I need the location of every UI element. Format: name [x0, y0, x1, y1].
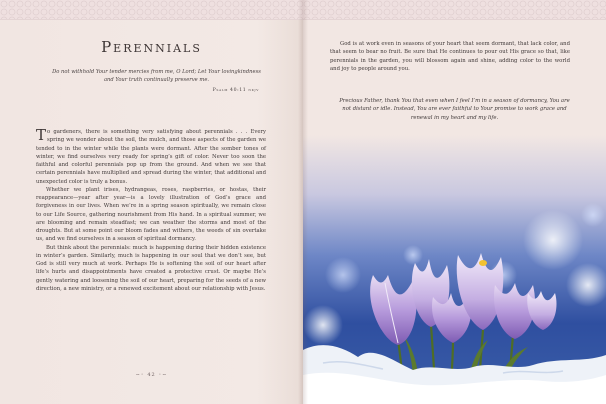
devotional-body — [36, 128, 266, 293]
closing-paragraph-text: God is at work even in seasons of your heart that seem dormant, that lack color, and that seem to bear no fruit. Be sure that He continues to pour out His grace so that, like perennials in the garden, you will blossom again and shine, adding color to the world and joy to people around you. — [330, 41, 570, 72]
decorative-border — [303, 0, 606, 20]
folio-ornament-left-icon: ∽◦ — [135, 372, 148, 378]
page-number — [0, 372, 303, 378]
decorative-border — [0, 0, 303, 20]
paragraph-1 — [36, 128, 266, 186]
paragraph-3: But think about the perennials: much is happening during their hidden existence in winter’s garden. Similarly, much is happening in our soul that we don’t see, but God is still very much at work. Perhaps He is softening the soil of our heart after life’s hurts and disappointments have created a protective crust. Or maybe He’s gently watering and loosening the soil of our heart, preparing for the seeds of a new direction, a new ministry, or a renewed excitement about our relationship with Jesus. — [36, 244, 266, 292]
epigraph-verse: Do not withhold Your tender mercies from me, O Lord; Let Your lovingkindness and Your truth continually preserve me. — [52, 69, 261, 84]
prayer-text: Precious Father, thank You that even when I feel I’m in a season of dormancy, You are not distant or idle. Instead, You are ever faithful to Your promise to work grace and renewal in my heart and my life. — [339, 98, 570, 121]
page-title: Perennials — [101, 38, 202, 56]
crocus-photo — [303, 135, 606, 404]
page-number-value: 42 — [147, 372, 156, 378]
paragraph-1-text: o gardeners, there is something very satisfying about perennials . . . Every spring we wonder about the soil, the mulch, and those aspects of the garden we tended to in the winter while the plants were dormant. After the somber tones of winter, we find ourselves very ready for spring’s gift of color. Never too soon the faithful and colorful perennials pop up from the ground. And when we see that certain perennials have multiplied and spread during the winter, that additional and unexpected color is truly a bonus. — [36, 129, 266, 185]
closing-paragraph — [330, 40, 570, 73]
book-gutter — [298, 0, 308, 404]
folio-ornament-right-icon: ◦∼ — [155, 372, 168, 378]
paragraph-2: Whether we plant irises, hydrangeas, roses, raspberries, or hostas, their reappearance—year after year—is a lovely illustration of God’s grace and forgiveness in our lives. When we’re in a spring season spiritually, we remain close to our Life Source, gathering nourishment from His hand. In a spiritual summer, we are blooming and remain steadfast; we can weather the storms and most of the droughts. But at some point our bloom fades and withers, the weeds of sin overtake us, and we find ourselves in a season of spiritual dormancy. — [36, 186, 266, 243]
right-page — [303, 0, 606, 404]
verse-reference: Psalm 40:11 nkjv — [212, 88, 259, 93]
drop-cap: T — [36, 126, 47, 144]
